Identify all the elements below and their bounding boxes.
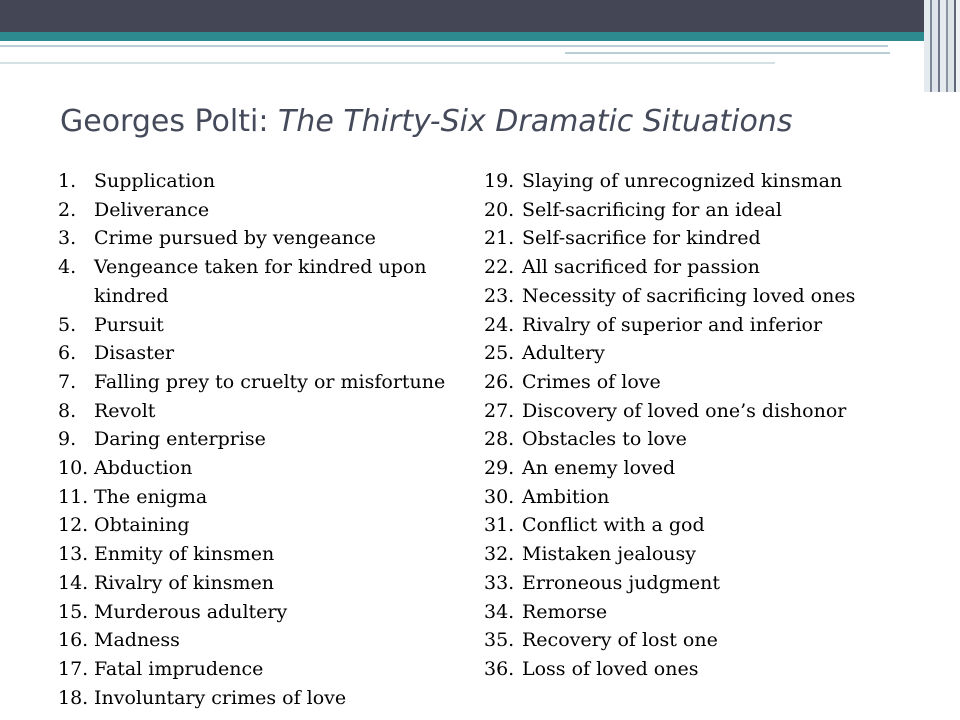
situation-number: 32. (484, 543, 515, 566)
situation-item (58, 511, 488, 540)
situation-item (484, 511, 924, 540)
situation-item (484, 167, 924, 196)
situation-text: Necessity of sacrificing loved ones (522, 284, 856, 307)
accent-line (565, 52, 890, 54)
situation-number: 4. (58, 256, 77, 279)
situation-item (58, 483, 488, 512)
situation-text: Crimes of love (522, 370, 661, 393)
situation-number: 34. (484, 600, 515, 623)
situation-item (484, 397, 924, 426)
situation-item (58, 626, 488, 655)
situation-number: 6. (58, 342, 77, 365)
situation-number: 35. (484, 629, 515, 652)
situation-item (484, 339, 924, 368)
situation-item (58, 368, 488, 397)
situation-item (58, 454, 488, 483)
situation-number: 22. (484, 256, 515, 279)
situation-item (484, 454, 924, 483)
situation-text: Disaster (94, 342, 175, 365)
situation-number: 15. (58, 600, 89, 623)
situation-number: 2. (58, 198, 77, 221)
situation-number: 17. (58, 657, 89, 680)
situation-item (58, 253, 488, 310)
situation-number: 12. (58, 514, 89, 537)
situation-text: Rivalry of kinsmen (94, 571, 274, 594)
accent-line (0, 62, 775, 64)
situation-number: 16. (58, 629, 89, 652)
situation-text: Mistaken jealousy (522, 543, 696, 566)
situation-item (58, 655, 488, 684)
situation-text: Supplication (94, 170, 216, 192)
situation-item (484, 483, 924, 512)
situation-text: An enemy loved (522, 457, 676, 480)
title-author: Georges Polti: (60, 104, 278, 139)
situation-text: Abduction (94, 457, 193, 480)
situation-item (58, 425, 488, 454)
situation-text: Rivalry of superior and inferior (522, 313, 823, 336)
situation-text: Revolt (94, 399, 156, 422)
situation-text: Adultery (522, 342, 605, 365)
situation-text: Madness (94, 629, 180, 652)
situation-item (58, 339, 488, 368)
situation-item (484, 626, 924, 655)
situation-text: Conflict with a god (522, 514, 705, 537)
situation-number: 19. (484, 170, 515, 192)
situation-number: 27. (484, 399, 515, 422)
situations-list-right (484, 167, 924, 684)
title-book: The Thirty-Six Dramatic Situations (277, 104, 793, 139)
situation-text: Self-sacrificing for an ideal (522, 198, 782, 221)
situation-item (58, 569, 488, 598)
situation-number: 1. (58, 170, 77, 192)
situation-number: 14. (58, 571, 89, 594)
situation-text: Recovery of lost one (522, 629, 718, 652)
situation-text: Loss of loved ones (522, 657, 699, 680)
situation-item (484, 253, 924, 282)
situation-item (58, 167, 488, 196)
situation-text: Pursuit (94, 313, 164, 336)
situation-number: 30. (484, 485, 515, 508)
situation-number: 5. (58, 313, 77, 336)
situation-number: 10. (58, 457, 89, 480)
situation-text: Discovery of loved one’s dishonor (522, 399, 847, 422)
situation-number: 8. (58, 399, 77, 422)
header-accent-strip (0, 32, 960, 41)
situation-number: 31. (484, 514, 515, 537)
situation-number: 26. (484, 370, 515, 393)
situation-item (484, 368, 924, 397)
situation-item (58, 311, 488, 340)
situation-item (484, 224, 924, 253)
situation-text: Enmity of kinsmen (94, 543, 275, 566)
situation-item (484, 425, 924, 454)
situation-number: 25. (484, 342, 515, 365)
situation-item (58, 224, 488, 253)
situation-text: The enigma (94, 485, 208, 508)
situation-number: 36. (484, 657, 515, 680)
situation-text: Crime pursued by vengeance (94, 227, 376, 250)
situation-number: 7. (58, 370, 77, 393)
situation-number: 11. (58, 485, 89, 508)
accent-line (0, 45, 888, 47)
situation-number: 33. (484, 571, 515, 594)
situation-text: All sacrificed for passion (522, 256, 760, 279)
situation-text: Murderous adultery (94, 600, 288, 623)
situation-number: 24. (484, 313, 515, 336)
situation-item (484, 282, 924, 311)
situation-text: Slaying of unrecognized kinsman (522, 170, 843, 192)
situation-text: Self-sacrifice for kindred (522, 227, 761, 250)
situation-text: Ambition (522, 485, 610, 508)
situation-text: Vengeance taken for kindred upon kindred (94, 256, 427, 307)
situation-text: Erroneous judgment (522, 571, 721, 594)
situation-text: Falling prey to cruelty or misfortune (94, 370, 446, 393)
situation-number: 18. (58, 686, 89, 709)
situation-number: 13. (58, 543, 89, 566)
situation-item (58, 397, 488, 426)
situation-number: 29. (484, 457, 515, 480)
situations-list-left (58, 167, 488, 712)
situation-number: 23. (484, 284, 515, 307)
situation-item (484, 598, 924, 627)
situation-text: Obtaining (94, 514, 190, 537)
situation-number: 9. (58, 428, 77, 451)
situation-item (484, 569, 924, 598)
situation-item (484, 311, 924, 340)
situation-text: Remorse (522, 600, 608, 623)
situation-number: 21. (484, 227, 515, 250)
situation-item (58, 540, 488, 569)
situation-item (58, 684, 488, 713)
situation-item (484, 655, 924, 684)
situation-item (484, 540, 924, 569)
header-band (0, 0, 960, 32)
situation-item (58, 598, 488, 627)
situation-number: 28. (484, 428, 515, 451)
situation-text: Obstacles to love (522, 428, 687, 451)
situation-item (484, 196, 924, 225)
situation-item (58, 196, 488, 225)
situation-text: Fatal imprudence (94, 657, 264, 680)
slide-title (60, 104, 940, 139)
situation-number: 3. (58, 227, 77, 250)
decorative-edge-bars (924, 0, 960, 92)
situation-text: Involuntary crimes of love (94, 686, 347, 709)
situation-text: Deliverance (94, 198, 210, 221)
situation-text: Daring enterprise (94, 428, 266, 451)
situation-number: 20. (484, 198, 515, 221)
